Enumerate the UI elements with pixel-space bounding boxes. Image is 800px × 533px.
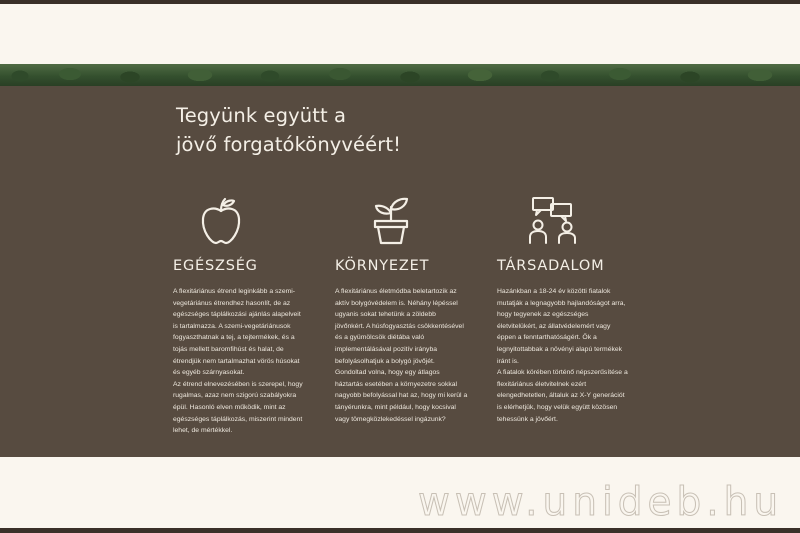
heading-line-1: Tegyünk együtt a <box>176 104 347 127</box>
plant-pot-icon <box>371 195 411 252</box>
people-chat-icon <box>529 195 577 252</box>
apple-icon <box>199 195 243 252</box>
section-heading <box>176 101 506 159</box>
column-text: A flexitáriánus étrend leginkább a szemi- vegetáriánus étrendhez hasonlít, de az egészséges táplálkozási ajánlás alapelveit is tartalmazza. A szemi-vegetáriánusok fogyaszthatnak a tej, a tejtermékek, és a tojás mellett baromfihúst és halat, de étrendjük nem tartalmazhat vörös húsokat és egyéb szárnyasokat. Az étrend elnevezésében is szerepel, hogy rugalmas, azaz nem szigorú szabályokra épül. Hasonló elven működik, mint az egészséges táplálkozás, miszerint mindent lehet, de mértékkel. <box>173 288 303 435</box>
column-title: KÖRNYEZET <box>335 258 430 274</box>
column-text: Hazánkban a 18-24 év közötti fiatalok mutatják a legnagyobb hajlandóságot arra, hogy tegyenek az egészséges életvitelükért, az állatvédelemért vagy éppen a fenntarthatóságért. Ők a legnyitottabbak a növényi alapú termékek iránt is. A fiatalok körében történő népszerűsítése a flexitáriánus életvitelnek ezért elengedhetetlen, általuk az X-Y generációt is elérhetjük, hogy velük együtt közösen tehessünk a jövőért. <box>497 288 628 423</box>
column-title: EGÉSZSÉG <box>173 258 258 274</box>
forest-banner-image <box>0 64 800 86</box>
watermark-text: www.unideb.hu <box>418 480 784 525</box>
top-cream-strip <box>0 4 800 64</box>
column-title: TÁRSADALOM <box>497 258 605 274</box>
column-text: A flexitáriánus életmódba beletartozik az aktív bolygóvédelem is. Néhány lépéssel ugyanis sokat tehetünk a zöldebb jövőnkért. A húsfogyasztás csökkentésével és a gyümölcsök diétába való implementálásával pozitív irányba befolyásolhatjuk a bolygó jövőjét. Gondoltad volna, hogy egy átlagos háztartás esetében a környezetre sokkal nagyobb befolyással hat az, hogy mi kerül a tányérunkra, mint például, hogy kocsival vagy tömegközlekedéssel ingázunk? <box>335 288 468 423</box>
bottom-border <box>0 528 800 533</box>
heading-line-2: jövő forgatókönyvéért! <box>176 133 402 156</box>
